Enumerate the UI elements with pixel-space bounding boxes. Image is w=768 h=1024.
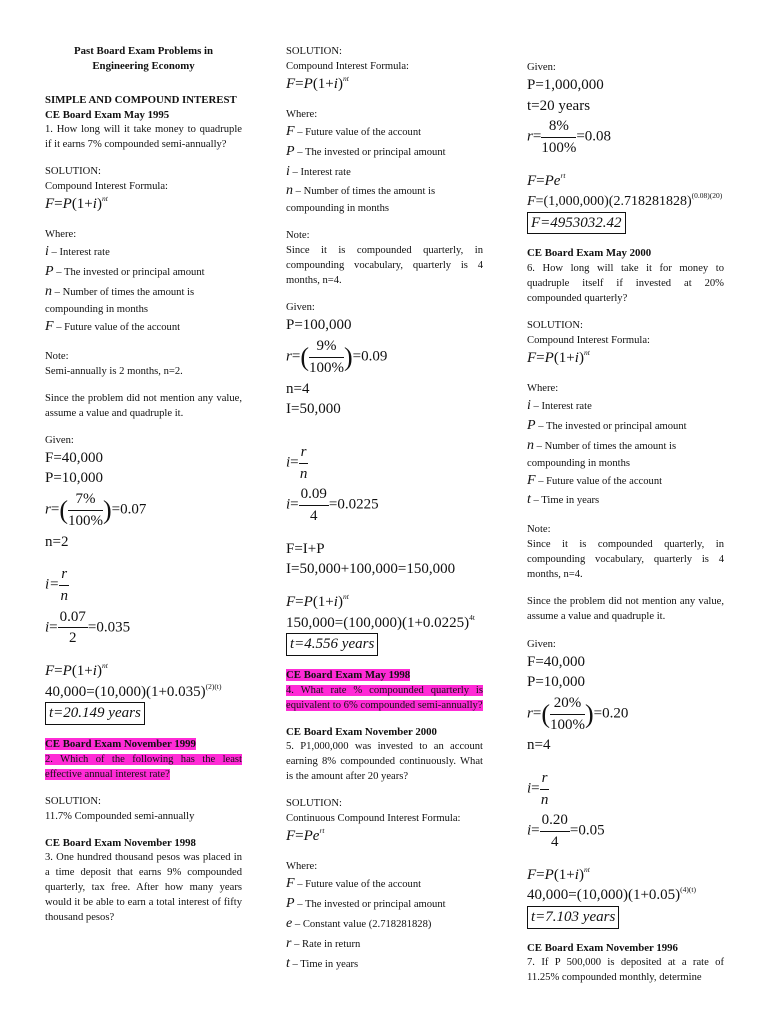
i-value: i= $\frac{0.09}{4}$ =0.0225: [286, 486, 379, 524]
given-f: F=40,000: [45, 449, 104, 466]
document-title: Past Board Exam Problems in Engineering Economy: [74, 45, 213, 72]
note-label: Note:: [45, 350, 69, 362]
where-item-i: i – Interest rate: [45, 244, 110, 260]
problem-1-text: 1. How long will it take money to quadruple if it earns 7% compounded semi-annually?: [45, 124, 242, 151]
problem-3-heading: CE Board Exam November 1998: [45, 836, 196, 849]
formula: $F=P(1+i)^{nt}$: [45, 194, 108, 213]
continuous-formula: $F=Pe^{rt}$: [527, 170, 566, 189]
n-value: n=4: [527, 737, 551, 754]
p5-where-label: Where:: [286, 861, 318, 873]
problem-3-text: 3. One hundred thousand pesos was placed in a time deposit that earns 9% compounded quarterly, tax free. After how many years would it be able to earn a total interest of fifty thousand pesos?: [45, 852, 242, 924]
given-p: P=1,000,000: [527, 77, 604, 94]
given-2-label: Given:: [527, 638, 556, 650]
solution-label: SOLUTION:: [286, 46, 342, 57]
note-label: Note:: [286, 230, 310, 242]
given-p: P=100,000: [286, 317, 352, 334]
where-item-n: n – Number of times the amount is compounding in months: [286, 183, 436, 215]
n-value: n=4: [286, 380, 310, 397]
given-p: P=10,000: [45, 470, 104, 487]
substituted-equation: $F=(1,000,000)(2.718281828)^{(0.08)(20)}$: [527, 191, 723, 210]
note-2-text: Since the problem did not mention any value, assume a value and quadruple it.: [527, 596, 724, 623]
rate-equation: r=( $\frac{7\%}{100\%}$ )=0.07: [45, 491, 147, 529]
formula-name: Compound Interest Formula:: [45, 181, 168, 193]
rate-equation: r= $\frac{8\%}{100\%}$ =0.08: [527, 118, 612, 157]
where-item-f: F – Future value of the account: [527, 472, 663, 488]
note-label: Note:: [527, 524, 551, 536]
rate-equation: r=( $\frac{9\%}{100\%}$ )=0.09: [286, 338, 388, 376]
section-heading: SIMPLE AND COMPOUND INTEREST: [45, 94, 237, 107]
i-formula: i= $\frac{r}{n}$: [45, 566, 68, 604]
problem-2-heading: CE Board Exam November 1999: [45, 738, 196, 751]
given-label: Given:: [45, 434, 74, 446]
problem-2-text: 2. Which of the following has the least effective annual interest rate?: [45, 753, 242, 780]
n-value: n=2: [45, 533, 69, 550]
interest-sum: I=50,000+100,000=150,000: [286, 561, 456, 578]
p5-where-item-t: t – Time in years: [286, 955, 359, 971]
note-text: Semi-annually is 2 months, n=2.: [45, 365, 183, 377]
interest-value: I=50,000: [286, 401, 341, 418]
formula: $F=P(1+i)^{nt}$: [527, 348, 590, 367]
note-text: Since it is compounded quarterly, in compounding vocabulary, quarterly is 4 months, n=4.: [527, 539, 724, 581]
substituted-equation-2: $40,000=(10,000)(1+0.05)^{(4)(t)}$: [527, 885, 696, 904]
note-2-text: Since the problem did not mention any value, assume a value and quadruple it.: [45, 392, 242, 419]
where-label: Where:: [45, 229, 77, 241]
p5-where-item-p: P – The invested or principal amount: [286, 896, 446, 912]
where-item-f: F – Future value of the account: [286, 123, 422, 139]
solution-label: SOLUTION:: [45, 166, 101, 178]
i-formula: i= $\frac{r}{n}$: [286, 443, 308, 482]
problem-5-solution-label: SOLUTION:: [286, 798, 342, 810]
future-sum-formula: F=I+P: [286, 540, 325, 557]
column-1: [45, 44, 242, 925]
solution-label: SOLUTION:: [527, 320, 583, 332]
i-value: i= $\frac{0.07}{2}$ =0.035: [45, 608, 131, 647]
where-item-n: n – Number of times the amount is compounding in months: [527, 437, 677, 469]
answer-box-2: t=7.103 years: [527, 906, 724, 929]
given-t: t=20 years: [527, 97, 591, 114]
p5-where-item-f: F – Future value of the account: [286, 876, 422, 892]
where-item-p: P – The invested or principal amount: [286, 143, 446, 159]
substituted-equation: $150,000=(100,000)(1+0.0225)^{4t}$: [286, 612, 475, 631]
where-item-t: t – Time in years: [527, 492, 600, 508]
where-label: Where:: [527, 382, 559, 394]
continuous-formula: $F=Pe^{rt}$: [286, 826, 325, 845]
substituted-equation: $40,000=(10,000)(1+0.035)^{(2)(t)}$: [45, 681, 222, 700]
where-item-i: i – Interest rate: [286, 163, 351, 179]
problem-2-solution-label: SOLUTION:: [45, 795, 101, 807]
answer-box: t=4.556 years: [286, 633, 483, 656]
formula: $F=P(1+i)^{nt}$: [286, 74, 349, 93]
p5-where-item-e: e – Constant value (2.718281828): [286, 915, 432, 931]
problem-6-text: 6. How long will take it for money to quadruple itself if invested at 20% compounded quarterly?: [527, 263, 724, 305]
where-label: Where:: [286, 108, 318, 120]
compound-formula: $F=P(1+i)^{nt}$: [45, 660, 108, 679]
continuous-formula-name: Continuous Compound Interest Formula:: [286, 813, 461, 825]
i-value: i= $\frac{0.20}{4}$ =0.05: [527, 812, 605, 851]
problem-5-heading: CE Board Exam November 2000: [286, 725, 437, 738]
formula-name: Compound Interest Formula:: [286, 61, 409, 73]
problem-2-answer: 11.7% Compounded semi-annually: [45, 810, 195, 822]
where-item-i: i – Interest rate: [527, 397, 592, 413]
problem-7-heading: CE Board Exam November 1996: [527, 941, 678, 954]
where-item-p: P – The invested or principal amount: [45, 263, 205, 279]
column-3: [527, 60, 724, 985]
where-item-n: n – Number of times the amount is compounding in months: [45, 283, 195, 315]
compound-formula: $F=P(1+i)^{nt}$: [527, 864, 590, 883]
compound-formula: $F=P(1+i)^{nt}$: [286, 592, 349, 611]
given-p-2: P=10,000: [527, 674, 586, 691]
given-label: Given:: [527, 62, 556, 73]
answer-box: F=4953032.42: [527, 212, 724, 235]
where-item-f: F – Future value of the account: [45, 318, 181, 334]
problem-7-text: 7. If P 500,000 is deposited at a rate of 11.25% compounded monthly, determine: [527, 957, 724, 984]
problem-4-text: 4. What rate % compounded quarterly is equivalent to 6% compounded semi-annually?: [286, 684, 483, 711]
problem-1-heading: CE Board Exam May 1995: [45, 108, 170, 121]
problem-5-text: 5. P1,000,000 was invested to an account earning 8% compounded continuously. What is the amount after 20 years?: [286, 741, 483, 783]
note-text: Since it is compounded quarterly, in compounding vocabulary, quarterly is 4 months, n=4.: [286, 245, 483, 287]
i-formula: i= $\frac{r}{n}$: [527, 769, 549, 808]
column-2: [286, 44, 483, 974]
rate-equation-2: r=( $\frac{20\%}{100\%}$ )=0.20: [527, 694, 629, 733]
given-f: F=40,000: [527, 653, 586, 670]
given-label: Given:: [286, 302, 315, 314]
answer-box: t=20.149 years: [45, 702, 242, 725]
formula-name: Compound Interest Formula:: [527, 335, 650, 347]
problem-4-heading: CE Board Exam May 1998: [286, 669, 411, 682]
p5-where-item-r: r – Rate in return: [286, 935, 361, 951]
where-item-p: P – The invested or principal amount: [527, 417, 687, 433]
problem-6-heading: CE Board Exam May 2000: [527, 247, 652, 260]
